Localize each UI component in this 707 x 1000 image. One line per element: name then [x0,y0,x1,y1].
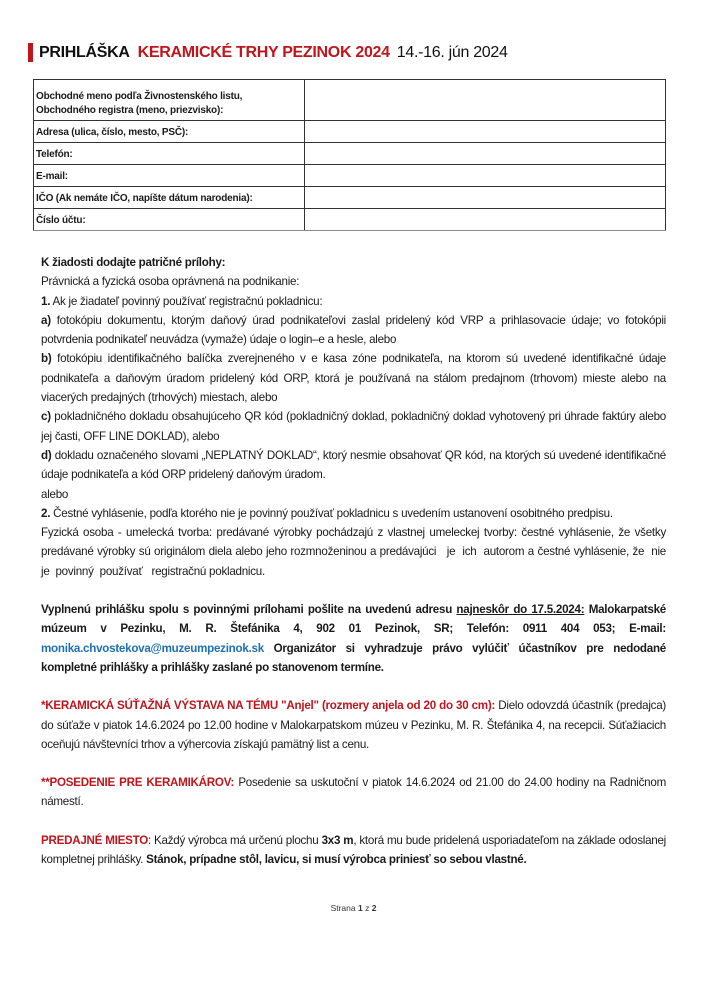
page-current: 1 [357,903,363,913]
sales-place-text: : Každý výrobca má určenú plochu [147,833,322,847]
business-name-input[interactable] [307,80,663,120]
document-header [28,43,508,62]
attachment-item-b [41,349,666,407]
attachment-item-a [41,311,666,350]
attachment-item-d [41,446,666,485]
artist-declaration: Fyzická osoba - umelecká tvorba: predávané výrobky pochádzajú z vlastnej umeleckej tvorby: čestné vyhlásenie, že všetky predávané výrobky sú originálom diela alebo jeho rozmnoženinou a predávajúci je ich autorom a čestné vyhlásenie, že nie je povinný používať registračnú pokladnicu. [41,526,672,578]
spacer [41,677,666,696]
page-label: Strana [330,903,358,913]
item-text: fotokópiu dokumentu, ktorým daňový úrad podnikateľovi zaslal pridelený kód VRP a prihlasovacie údaje; vo fotokópii potvrdenia podnikateľ neuvádza (vymaže) údaje o login–e a hesle, alebo [41,313,666,347]
attachment-item-2 [41,504,666,523]
page-of: z [362,903,372,913]
spacer [41,754,666,773]
form-row-ico [34,187,666,209]
sales-place-title: PREDAJNÉ MIESTO [41,833,148,847]
form-title: PRIHLÁŠKA [39,43,130,61]
page-total: 2 [371,903,377,913]
ico-label: IČO (Ak nemáte IČO, napíšte dátum narodenia): [34,187,305,209]
form-row-business-name [34,80,666,121]
item-text: Ak je žiadateľ povinný používať registračnú pokladnicu: [50,294,323,308]
submission-text: Vyplnenú prihlášku spolu s povinnými prílohami pošlite na uvedenú adresu [41,603,457,617]
item-text: pokladničného dokladu obsahujúceho QR kód (pokladničný doklad, pokladničný doklad vyhotovený pri úhrade faktúry alebo jej časti, OFF LINE DOKLAD), alebo [41,410,666,443]
address-field[interactable] [304,121,665,143]
gathering-text: Posedenie sa uskutoční v piatok 14.6.2024 od 21.00 do 24.00 hodiny na Radničnom námestí. [41,776,666,809]
organizer-disclaimer: Organizátor si vyhradzuje právo vylúčiť účastníkov pre nedodané kompletné prihlášky a prihlášky zaslané po stanovenom termíne. [41,641,666,674]
or-separator: alebo [41,487,69,501]
sales-place-section [41,831,666,870]
organizer-address: Malokarpatské múzeum v Pezinku, M. R. Štefánika 4, 902 01 Pezinok, SR; Telefón: 0911 404 053; E-mail: [41,603,666,636]
document-body [41,253,672,869]
email-label: E-mail: [34,165,305,187]
business-name-label-line1: Obchodné meno podľa Živnostenského listu, [36,91,243,102]
account-number-label: Číslo účtu: [34,209,305,231]
address-input[interactable] [307,121,663,142]
business-name-field[interactable] [304,80,665,121]
spacer [41,812,666,831]
account-number-input[interactable] [307,209,663,230]
applicant-details-table [33,79,666,231]
page-footer [0,903,707,913]
attachments-intro: Právnická a fyzická osoba oprávnená na podnikanie: [41,275,300,289]
form-row-phone [34,143,666,165]
phone-field[interactable] [304,143,665,165]
phone-input[interactable] [307,143,663,164]
sales-place-size: 3x3 m [321,833,354,847]
attachments-heading: K žiadosti dodajte patričné prílohy: [41,256,226,269]
business-name-label-line2: Obchodného registra (meno, priezvisko): [36,105,224,116]
sales-place-text-2: , ktorá mu bude pridelená usporiadateľom na základe odoslanej kompletnej prihlášky. [41,833,666,867]
item-number: 1. [41,294,51,308]
competition-text: Dielo odovzdá účastník (predajca) do súťaže v piatok 14.6.2024 po 12.00 hodine v Malokarpatskom múzeu v Pezinku, M. R. Štefánika 4, na recepcii. Súťažiacich oceňujú návštevníci trhov a výhercovia získajú pamätný list a cenu. [41,699,667,751]
form-row-account-number [34,209,666,231]
phone-label: Telefón: [34,143,305,165]
item-text: Čestné vyhlásenie, podľa ktorého nie je povinný používať pokladnicu s uvedením ustanovení osobitného predpisu. [50,506,613,520]
email-field[interactable] [304,165,665,187]
item-text: dokladu označeného slovami „NEPLATNÝ DOKLAD“, ktorý nesmie obsahovať QR kód, na ktorých sú uvedené identifikačné údaje podnikateľa a kód ORP pridelený daňovým úradom. [41,448,666,482]
account-number-field[interactable] [304,209,665,231]
organizer-email-link[interactable]: monika.chvostekova@muzeumpezinok.sk [41,641,264,655]
red-accent-bar [28,43,33,62]
sales-place-requirement: Stánok, prípadne stôl, lavicu, si musí výrobca priniesť so sebou vlastné. [146,853,527,867]
gathering-section [41,773,666,812]
item-letter: c) [41,410,51,424]
spacer [41,581,666,600]
item-letter: b) [41,352,52,366]
address-label: Adresa (ulica, číslo, mesto, PSČ): [34,121,305,143]
item-letter: a) [41,313,51,327]
competition-section [41,696,666,754]
attachment-item-1 [41,292,666,311]
submission-instructions [41,600,666,677]
email-input[interactable] [307,165,663,186]
item-letter: d) [41,448,52,462]
form-row-email [34,165,666,187]
event-name: KERAMICKÉ TRHY PEZINOK 2024 [137,43,390,61]
competition-title: *KERAMICKÁ SÚŤAŽNÁ VÝSTAVA NA TÉMU "Anjel" (rozmery anjela od 20 do 30 cm): [41,699,496,713]
business-name-label [34,80,305,121]
gathering-title: **POSEDENIE PRE KERAMIKÁROV: [41,776,235,790]
ico-field[interactable] [304,187,665,209]
submission-deadline: najneskôr do 17.5.2024: [456,603,585,617]
attachment-item-c [41,407,666,446]
item-text: fotokópiu identifikačného balíčka zverejneného v e kasa zóne podnikateľa, na ktorom sú uvedené identifikačné údaje podnikateľa a daňovým úradom pridelený kód ORP, ktorá je používaná na stálom predajnom (trhovom) mieste alebo na viacerých predajných (trhových) miestach, alebo [41,352,666,405]
form-row-address [34,121,666,143]
item-number: 2. [41,506,51,520]
ico-input[interactable] [307,187,663,208]
event-dates: 14.-16. jún 2024 [396,43,508,61]
